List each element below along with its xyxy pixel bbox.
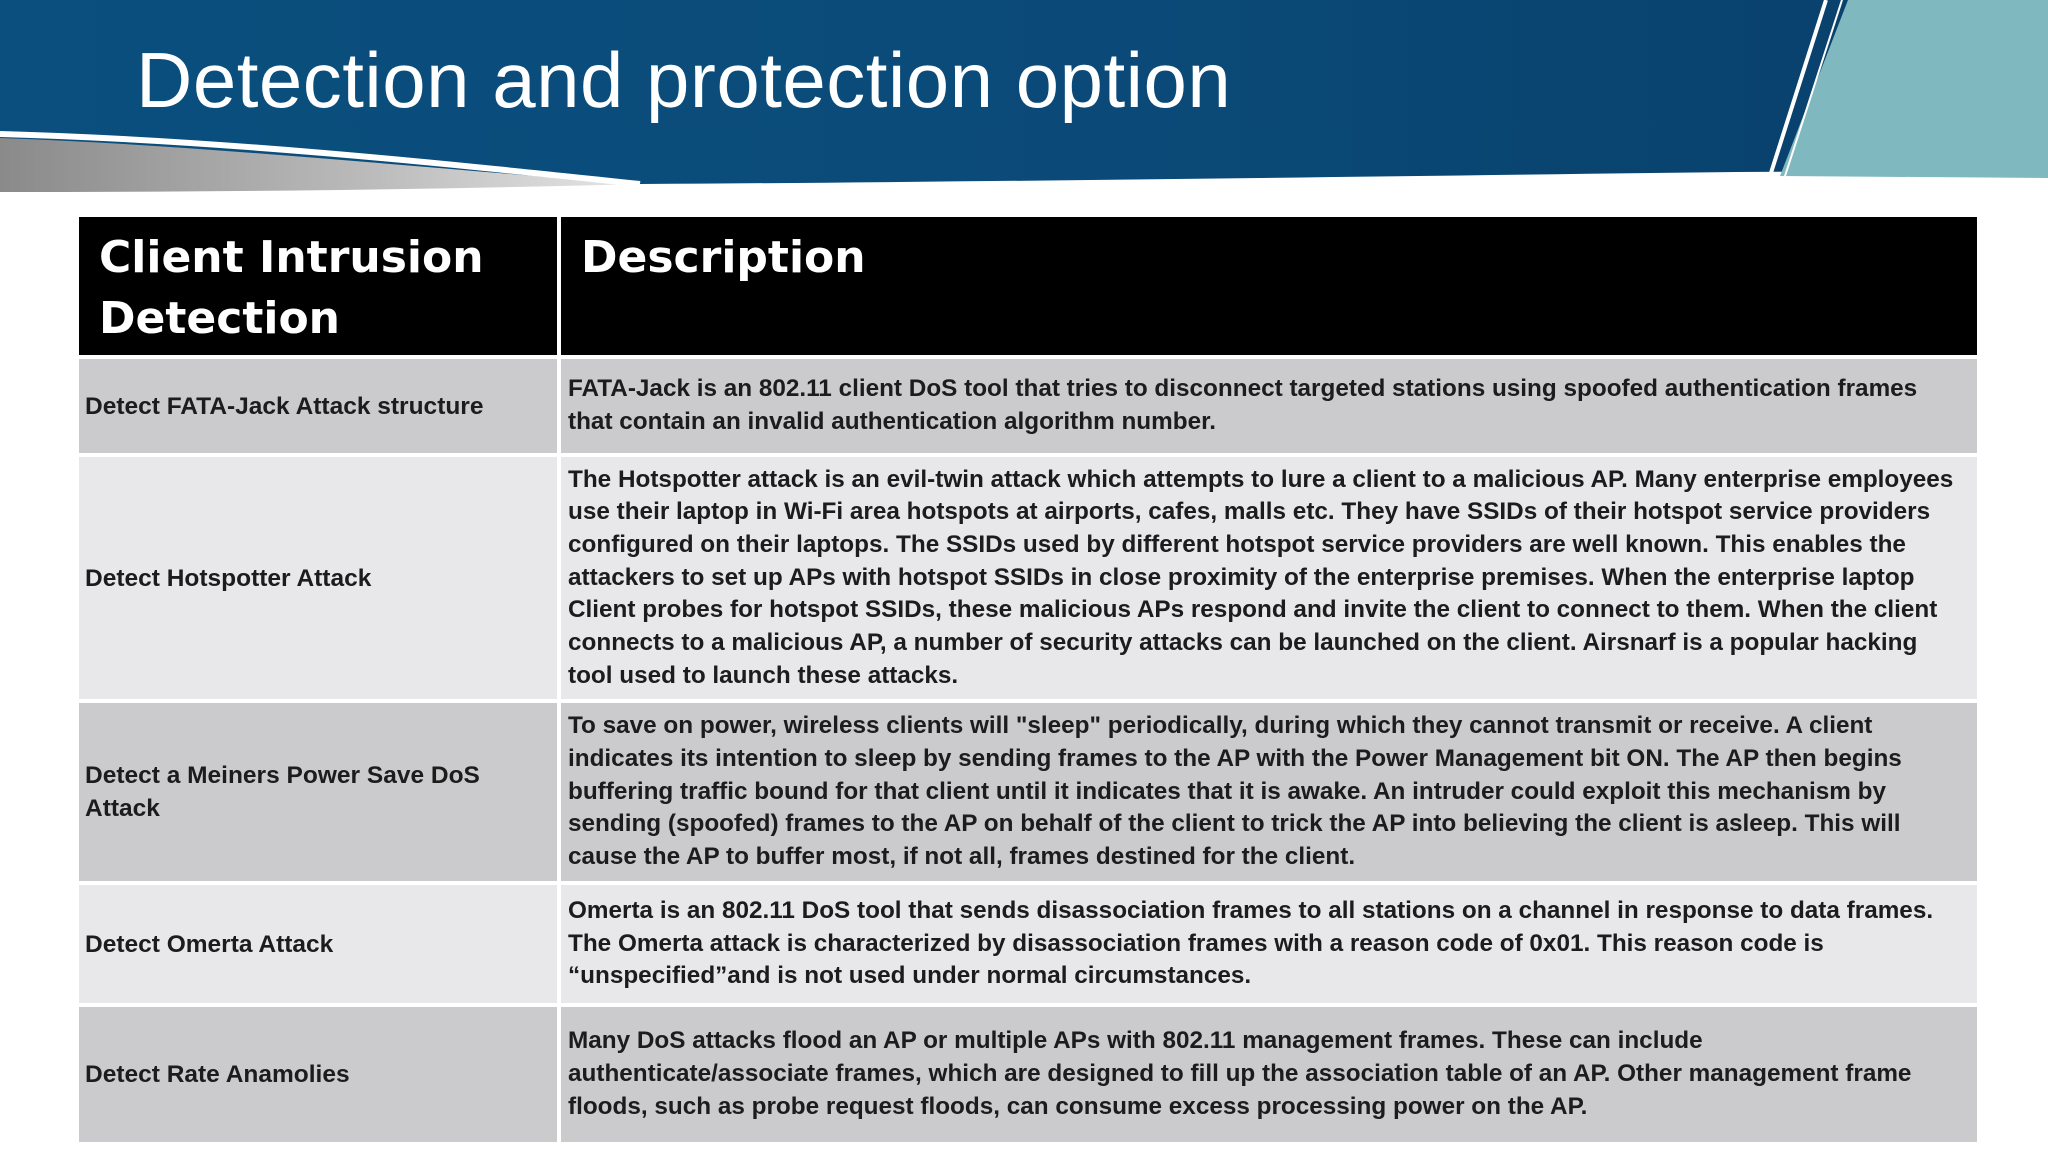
row-description-meiners-power-save: To save on power, wireless clients will "sleep" periodically, during which they cannot transmit or receive. A client indicates its intention to sleep by sending frames to the AP with the Power Management bit ON. The AP then begins buffering traffic bound for that client until it indicates that it is awake. An intruder could exploit this mechanism by sending (spoofed) frames to the AP on behalf of the client to trick the AP into believing the client is asleep. This will cause the AP to buffer most, if not all, frames destined for the client. (561, 703, 1977, 881)
row-name-rate-anomalies: Detect Rate Anamolies (79, 1007, 557, 1142)
row-name-meiners-power-save: Detect a Meiners Power Save DoS Attack (79, 703, 557, 881)
row-description-hotspotter: The Hotspotter attack is an evil-twin attack which attempts to lure a client to a malicious AP. Many enterprise employees use their laptop in Wi-Fi area hotspots at airports, cafes, malls etc. They have SSIDs of their hotspot service providers configured on their laptops. The SSIDs used by different hotspot service providers are well known. This enables the attackers to set up APs with hotspot SSIDs in close proximity of the enterprise premises. When the enterprise laptop Client probes for hotspot SSIDs, these malicious APs respond and invite the client to connect to them. When the client connects to a malicious AP, a number of security attacks can be launched on the client. Airsnarf is a popular hacking tool used to launch these attacks. (561, 457, 1977, 699)
row-name-omerta: Detect Omerta Attack (79, 885, 557, 1003)
row-description-omerta: Omerta is an 802.11 DoS tool that sends disassociation frames to all stations on a channel in response to data frames. The Omerta attack is characterized by disassociation frames with a reason code of 0x01. This reason code is “unspecified”and is not used under normal circumstances. (561, 885, 1977, 1003)
slide-title: Detection and protection option (136, 36, 1232, 124)
row-description-fata-jack: FATA-Jack is an 802.11 client DoS tool that tries to disconnect targeted stations using spoofed authentication frames that contain an invalid authentication algorithm number. (561, 359, 1977, 453)
column-header-description: Description (561, 217, 1977, 355)
row-name-fata-jack: Detect FATA-Jack Attack structure (79, 359, 557, 453)
row-name-hotspotter: Detect Hotspotter Attack (79, 457, 557, 699)
column-header-client-intrusion-detection: Client Intrusion Detection (79, 217, 557, 355)
intrusion-detection-table (79, 217, 1977, 1142)
row-description-rate-anomalies: Many DoS attacks flood an AP or multiple APs with 802.11 management frames. These can include authenticate/associate frames, which are designed to fill up the association table of an AP. Other management frame floods, such as probe request floods, can consume excess processing power on the AP. (561, 1007, 1977, 1142)
